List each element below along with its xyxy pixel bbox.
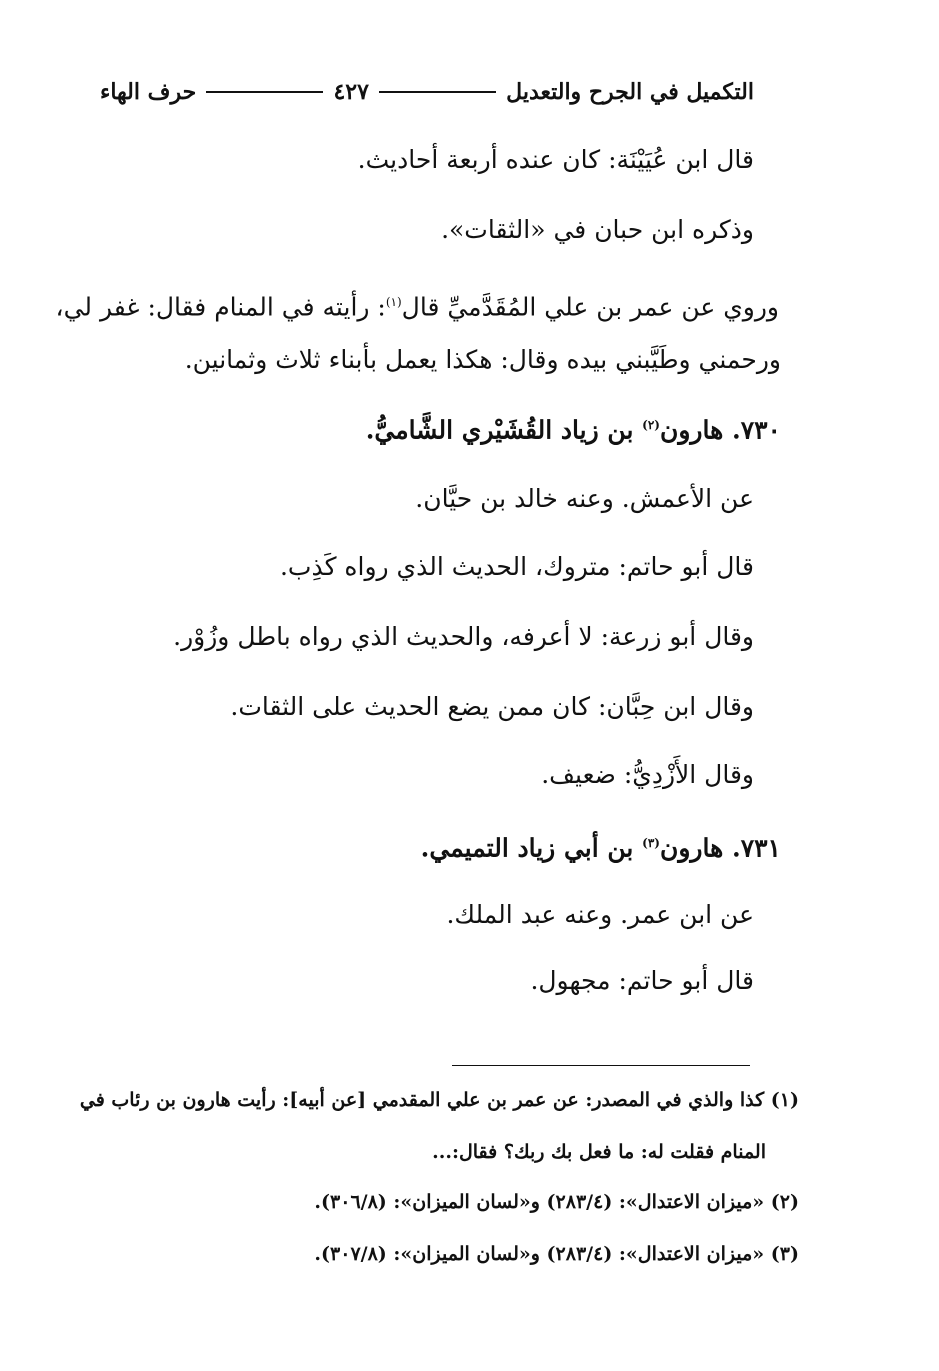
text-line: قال أبو حاتم: متروك، الحديث الذي رواه كَذِب.	[279, 552, 754, 581]
footnote-ref: (٣)	[642, 836, 660, 850]
page-number: ٤٢٧	[333, 79, 369, 105]
chapter-title: حرف الهاء	[99, 79, 197, 105]
text-line	[56, 285, 779, 324]
text-line: قال أبو حاتم: مجهول.	[530, 966, 754, 995]
text-segment: وروي عن عمر بن علي المُقَدَّميِّ قال	[401, 292, 779, 322]
footnote-ref: (١)	[385, 295, 402, 309]
entry-heading-730	[366, 408, 781, 447]
footnote-separator	[452, 1065, 750, 1066]
entry-number: ٧٣١.	[731, 833, 781, 863]
text-segment: : رأيته في المنام فقال: غفر لي،	[55, 292, 386, 322]
text-line: عن ابن عمر. وعنه عبد الملك.	[446, 900, 754, 929]
footnote-1-continued: المنام فقلت له: ما فعل بك ربك؟ فقال:...	[432, 1141, 766, 1163]
footnote-ref: (٢)	[642, 418, 660, 432]
header-rule	[379, 91, 496, 93]
entry-name-rest: بن زياد القُشَيْري الشَّاميُّ.	[365, 415, 634, 445]
footnote-3: (٣) «ميزان الاعتدال»: (٢٨٣/٤) و«لسان الميزان»: (٣٠٧/٨).	[314, 1243, 799, 1265]
running-header	[100, 72, 754, 112]
entry-name: هارون	[659, 833, 724, 863]
entry-number: ٧٣٠.	[731, 415, 781, 445]
text-line: وقال الأَزْدِيُّ: ضعيف.	[541, 760, 754, 789]
text-line: قال ابن عُيَيْنَة: كان عنده أربعة أحاديث.	[357, 145, 754, 174]
text-line: وقال أبو زرعة: لا أعرفه، والحديث الذي رواه باطل وزُوْر.	[173, 622, 754, 651]
text-line: وذكره ابن حبان في «الثقات».	[441, 215, 754, 244]
header-rule	[206, 91, 323, 93]
entry-heading-731	[421, 826, 781, 865]
book-title: التكميل في الجرح والتعديل	[506, 79, 754, 105]
footnote-2: (٢) «ميزان الاعتدال»: (٢٨٣/٤) و«لسان الميزان»: (٣٠٦/٨).	[314, 1191, 799, 1213]
text-line: ورحمني وطَيَّبني بيده وقال: هكذا يعمل بأبناء ثلاث وثمانين.	[184, 345, 781, 374]
text-line: عن الأعمش. وعنه خالد بن حيَّان.	[415, 484, 754, 513]
footnote-1: (١) كذا والذي في المصدر: عن عمر بن علي المقدمي [عن أبيه]: رأيت هارون بن رئاب في	[79, 1089, 799, 1111]
entry-name: هارون	[659, 415, 724, 445]
text-line: وقال ابن حِبَّان: كان ممن يضع الحديث على الثقات.	[230, 692, 754, 721]
entry-name-rest: بن أبي زياد التميمي.	[420, 833, 634, 863]
